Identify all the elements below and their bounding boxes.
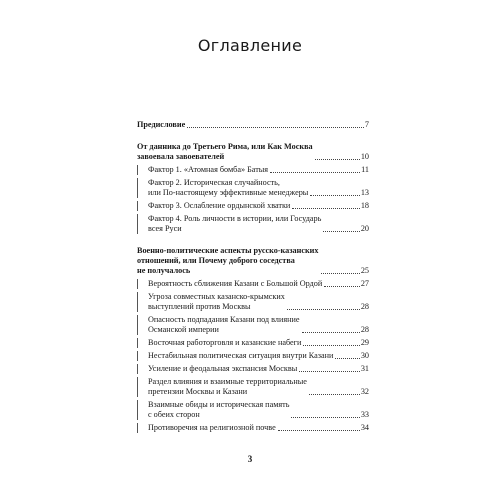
toc-entry-page: 27	[360, 279, 369, 288]
table-of-contents	[137, 120, 369, 433]
page-title: Оглавление	[197, 36, 303, 55]
toc-entry-page: 7	[364, 120, 369, 129]
toc-entry-text: Взаимные обиды и историческая память с обеих сторон	[148, 400, 290, 419]
leader-dots	[302, 332, 360, 333]
toc-entry-section	[137, 214, 369, 234]
page-number: 3	[247, 454, 253, 464]
toc-entry-section	[137, 423, 369, 433]
toc-entry-text: Усиление и феодальная экспансия Москвы	[148, 364, 298, 373]
toc-entry-page: 13	[360, 188, 369, 197]
toc-entry-text: Фактор 2. Историческая случайность, или По-настоящему эффективные менеджеры	[148, 178, 309, 197]
toc-entry-page: 11	[361, 165, 369, 174]
toc-entry-text: Раздел влияния и взаимные территориальные претензии Москвы и Казани	[148, 377, 307, 396]
leader-dots	[315, 159, 360, 160]
toc-entry-page: 34	[360, 423, 369, 432]
toc-entry-page: 33	[360, 410, 369, 419]
toc-entry-text: Военно-политические аспекты русско-казанских отношений, или Почему доброго соседства не получалось	[137, 246, 319, 275]
toc-entry-page: 20	[360, 224, 369, 233]
toc-entry-text: Фактор 3. Ослабление ордынской хватки	[148, 201, 291, 210]
toc-entry-page: 10	[360, 152, 369, 161]
toc-entry-section	[137, 279, 369, 289]
toc-entry-text: Нестабильная политическая ситуация внутри Казани	[148, 351, 334, 360]
leader-dots	[324, 286, 360, 287]
toc-entry-text: Опасность подпадания Казани под влияние Османской империи	[148, 315, 300, 334]
toc-entry-section	[137, 338, 369, 348]
leader-dots	[278, 430, 360, 431]
leader-dots	[323, 231, 359, 232]
toc-entry-page: 25	[360, 266, 369, 275]
toc-entry-page: 31	[360, 364, 369, 373]
toc-entry-section	[137, 377, 369, 397]
leader-dots	[187, 127, 364, 128]
toc-entry-section	[137, 165, 369, 175]
leader-dots	[303, 345, 359, 346]
toc-entry-text: Фактор 1. «Атомная бомба» Батыя	[148, 165, 269, 174]
toc-entry-text: Угроза совместных казанско-крымских выступлений против Москвы	[148, 292, 285, 311]
toc-entry-section	[137, 351, 369, 361]
leader-dots	[270, 172, 360, 173]
toc-entry-page: 30	[360, 351, 369, 360]
leader-dots	[321, 273, 360, 274]
toc-entry-page: 18	[360, 201, 369, 210]
leader-dots	[335, 358, 359, 359]
toc-entry-chapter-2	[137, 246, 369, 276]
toc-entry-section	[137, 315, 369, 335]
toc-entry-section	[137, 292, 369, 312]
leader-dots	[299, 371, 360, 372]
toc-entry-page: 29	[360, 338, 369, 347]
leader-dots	[310, 195, 360, 196]
toc-entry-text: Противоречия на религиозной почве	[148, 423, 276, 432]
toc-entry-chapter-1	[137, 142, 369, 162]
toc-entry-page: 32	[360, 387, 369, 396]
toc-entry-text: Фактор 4. Роль личности в истории, или Государь всея Руси	[148, 214, 322, 233]
toc-entry-text: Вероятность сближения Казани с Большой Ордой	[148, 279, 323, 288]
leader-dots	[287, 309, 360, 310]
toc-entry-preface	[137, 120, 369, 130]
toc-entry-page: 28	[360, 302, 369, 311]
toc-entry-section	[137, 400, 369, 420]
toc-entry-page: 28	[360, 325, 369, 334]
leader-dots	[309, 394, 360, 395]
toc-entry-section	[137, 201, 369, 211]
leader-dots	[291, 417, 359, 418]
toc-entry-section	[137, 364, 369, 374]
leader-dots	[292, 208, 360, 209]
toc-entry-text: Восточная работорговля и казанские набеги	[148, 338, 302, 347]
toc-entry-section	[137, 178, 369, 198]
toc-entry-text: Предисловие	[137, 120, 186, 129]
toc-entry-text: От данника до Третьего Рима, или Как Москва завоевала завоевателей	[137, 142, 313, 161]
